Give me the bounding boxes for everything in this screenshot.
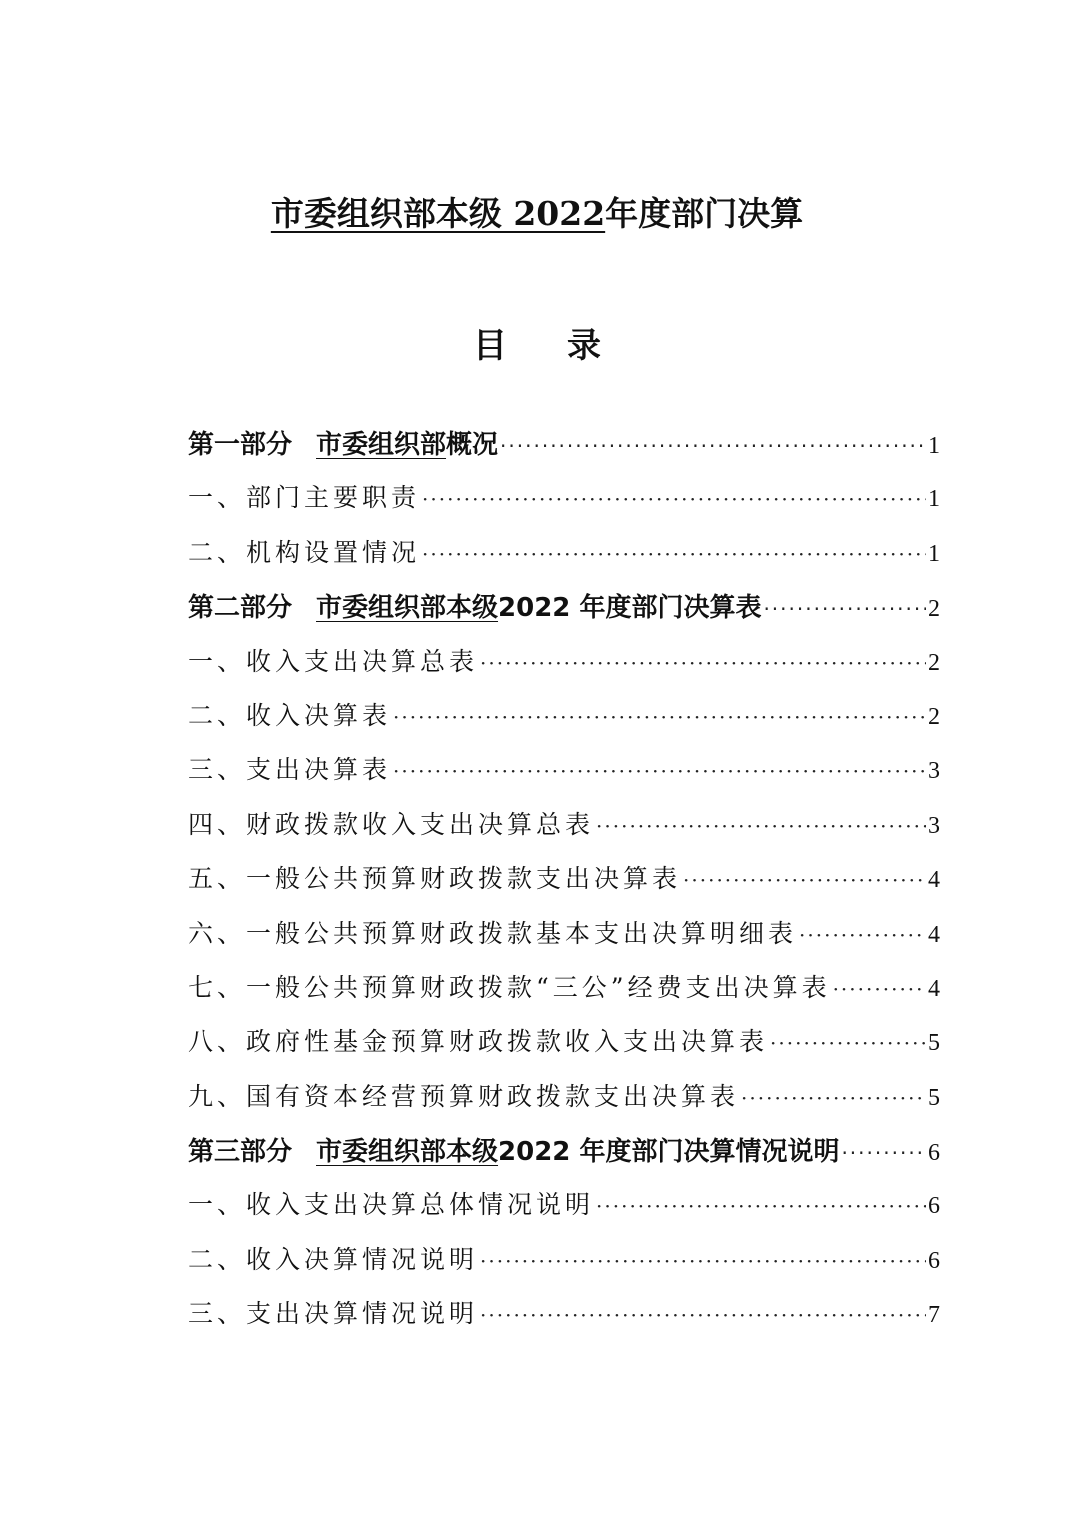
toc-entry-label: 一、收入支出决算总表 (188, 646, 479, 676)
toc-page-number: 1 (928, 433, 940, 459)
toc-part-unit: 市委组织部本级 (316, 593, 499, 624)
toc-page-number: 5 (928, 1084, 940, 1111)
toc-dot-leader (741, 1086, 926, 1110)
table-of-contents (188, 424, 940, 1349)
toc-entry-label: 九、国有资本经营预算财政拨款支出决算表 (188, 1081, 740, 1111)
toc-dot-leader (480, 1303, 926, 1327)
toc-part-entry[interactable] (188, 1131, 940, 1185)
toc-dot-leader (763, 597, 926, 621)
document-title (0, 188, 1074, 235)
toc-part-unit: 市委组织部 (316, 430, 447, 460)
toc-entry[interactable] (188, 1022, 940, 1076)
toc-part-number: 第二部分 (188, 593, 293, 624)
toc-part-title: 2022 年度部门决算情况说明 (498, 1137, 840, 1168)
toc-entry-label (188, 424, 498, 461)
document-title-underlined: 市委组织部本级 2022 (270, 194, 606, 233)
toc-page-number: 1 (928, 540, 940, 567)
toc-part-unit: 市委组织部本级 (316, 1137, 499, 1168)
toc-entry-label: 二、收入决算表 (188, 700, 392, 730)
toc-dot-leader (833, 977, 926, 1001)
toc-entry-label: 二、收入决算情况说明 (188, 1244, 479, 1274)
toc-dot-leader (841, 1141, 926, 1165)
toc-dot-leader (683, 868, 926, 892)
document-title-rest: 年度部门决算 (605, 194, 804, 233)
toc-page-number: 6 (928, 1247, 940, 1274)
toc-page-number: 1 (928, 486, 940, 513)
toc-entry[interactable] (188, 805, 940, 859)
toc-entry[interactable] (188, 642, 940, 696)
toc-entry[interactable] (188, 696, 940, 750)
toc-entry[interactable] (188, 1294, 940, 1348)
toc-entry-label: 八、政府性基金预算财政拨款收入支出决算表 (188, 1027, 769, 1057)
toc-entry[interactable] (188, 968, 940, 1022)
toc-dot-leader (770, 1031, 926, 1055)
toc-part-number: 第三部分 (188, 1137, 293, 1168)
toc-part-number: 第一部分 (188, 430, 293, 460)
toc-page-number: 4 (928, 867, 940, 894)
toc-page-number: 6 (928, 1140, 940, 1167)
toc-entry-label: 四、财政拨款收入支出决算总表 (188, 809, 595, 839)
toc-dot-leader (799, 923, 926, 947)
toc-dot-leader (422, 487, 926, 511)
toc-entry-label: 三、支出决算情况说明 (188, 1299, 479, 1329)
toc-entry[interactable] (188, 1240, 940, 1294)
toc-heading: 目录 (473, 326, 661, 366)
toc-entry-label: 一、收入支出决算总体情况说明 (188, 1190, 595, 1220)
toc-part-entry[interactable] (188, 424, 940, 478)
toc-entry-label: 五、一般公共预算财政拨款支出决算表 (188, 864, 682, 894)
toc-entry[interactable] (188, 859, 940, 913)
toc-page-number: 6 (928, 1193, 940, 1220)
toc-dot-leader (596, 814, 926, 838)
toc-entry-label: 六、一般公共预算财政拨款基本支出决算明细表 (188, 918, 798, 948)
toc-part-entry[interactable] (188, 587, 940, 641)
toc-dot-leader (480, 1249, 926, 1273)
toc-page-number: 2 (928, 596, 940, 623)
toc-page-number: 7 (928, 1302, 940, 1329)
toc-entry-label: 三、支出决算表 (188, 755, 392, 785)
toc-entry[interactable] (188, 533, 940, 587)
toc-dot-leader (596, 1194, 926, 1218)
toc-page-number: 3 (928, 758, 940, 785)
toc-dot-leader (422, 542, 926, 566)
toc-dot-leader (500, 434, 926, 458)
toc-entry[interactable] (188, 1077, 940, 1131)
toc-page-number: 4 (928, 975, 940, 1002)
toc-entry-label: 二、机构设置情况 (188, 537, 421, 567)
toc-page-number: 2 (928, 703, 940, 730)
toc-entry-label: 七、一般公共预算财政拨款“三公”经费支出决算表 (188, 972, 831, 1002)
toc-page-number: 5 (928, 1030, 940, 1057)
toc-page-number: 4 (928, 921, 940, 948)
toc-entry[interactable] (188, 750, 940, 804)
toc-dot-leader (480, 651, 926, 675)
toc-entry-label: 一、部门主要职责 (188, 483, 421, 513)
toc-entry-label (188, 587, 761, 624)
toc-page-number: 2 (928, 649, 940, 676)
toc-entry[interactable] (188, 1185, 940, 1239)
toc-part-title: 概况 (446, 430, 499, 460)
toc-part-title: 2022 年度部门决算表 (498, 593, 762, 624)
toc-entry[interactable] (188, 914, 940, 968)
toc-page-number: 3 (928, 812, 940, 839)
toc-entry-label (188, 1131, 839, 1168)
toc-entry[interactable] (188, 478, 940, 532)
toc-dot-leader (393, 705, 926, 729)
toc-dot-leader (393, 759, 926, 783)
